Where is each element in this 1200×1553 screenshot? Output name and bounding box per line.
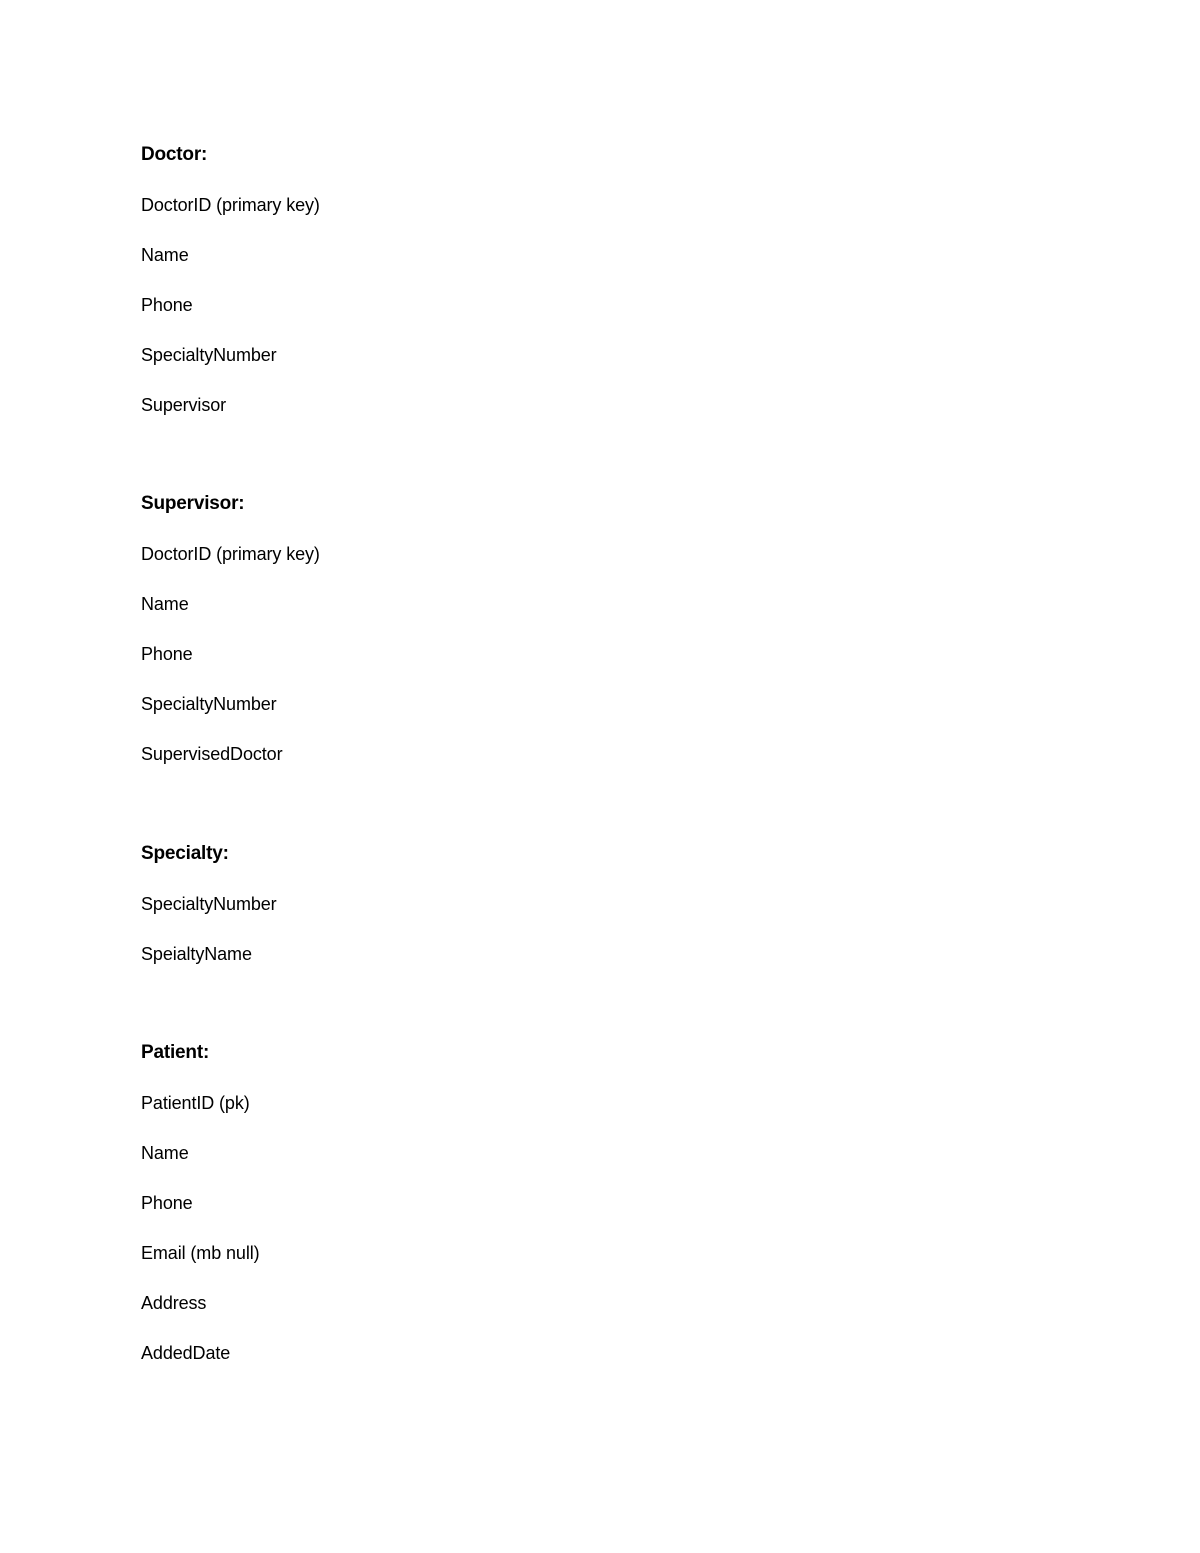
field-list (141, 892, 277, 966)
field-item: Name (141, 1143, 189, 1163)
field-item: SpeialtyName (141, 944, 252, 964)
section-heading: Doctor: (141, 144, 208, 165)
section-supervisor (141, 492, 320, 766)
section-heading: Patient: (141, 1042, 210, 1063)
field-item: Supervisor (141, 395, 227, 415)
field-item: SupervisedDoctor (141, 744, 283, 764)
section-heading: Supervisor: (141, 493, 245, 514)
field-item: Email (mb null) (141, 1243, 260, 1263)
field-item: Address (141, 1293, 207, 1313)
section-heading: Specialty: (141, 843, 229, 864)
field-item: Name (141, 245, 189, 265)
section-specialty (141, 842, 277, 966)
field-item: PatientID (pk) (141, 1093, 250, 1113)
field-item: Phone (141, 295, 193, 315)
field-list (141, 1091, 260, 1365)
field-item: SpecialtyNumber (141, 894, 277, 914)
field-list (141, 542, 320, 766)
section-patient (141, 1041, 260, 1365)
field-item: Phone (141, 644, 193, 664)
field-item: SpecialtyNumber (141, 345, 277, 365)
section-doctor (141, 143, 320, 417)
field-item: Name (141, 594, 189, 614)
field-item: SpecialtyNumber (141, 694, 277, 714)
field-item: AddedDate (141, 1343, 231, 1363)
field-item: Phone (141, 1193, 193, 1213)
field-item: DoctorID (primary key) (141, 195, 320, 215)
field-item: DoctorID (primary key) (141, 544, 320, 564)
field-list (141, 193, 320, 417)
